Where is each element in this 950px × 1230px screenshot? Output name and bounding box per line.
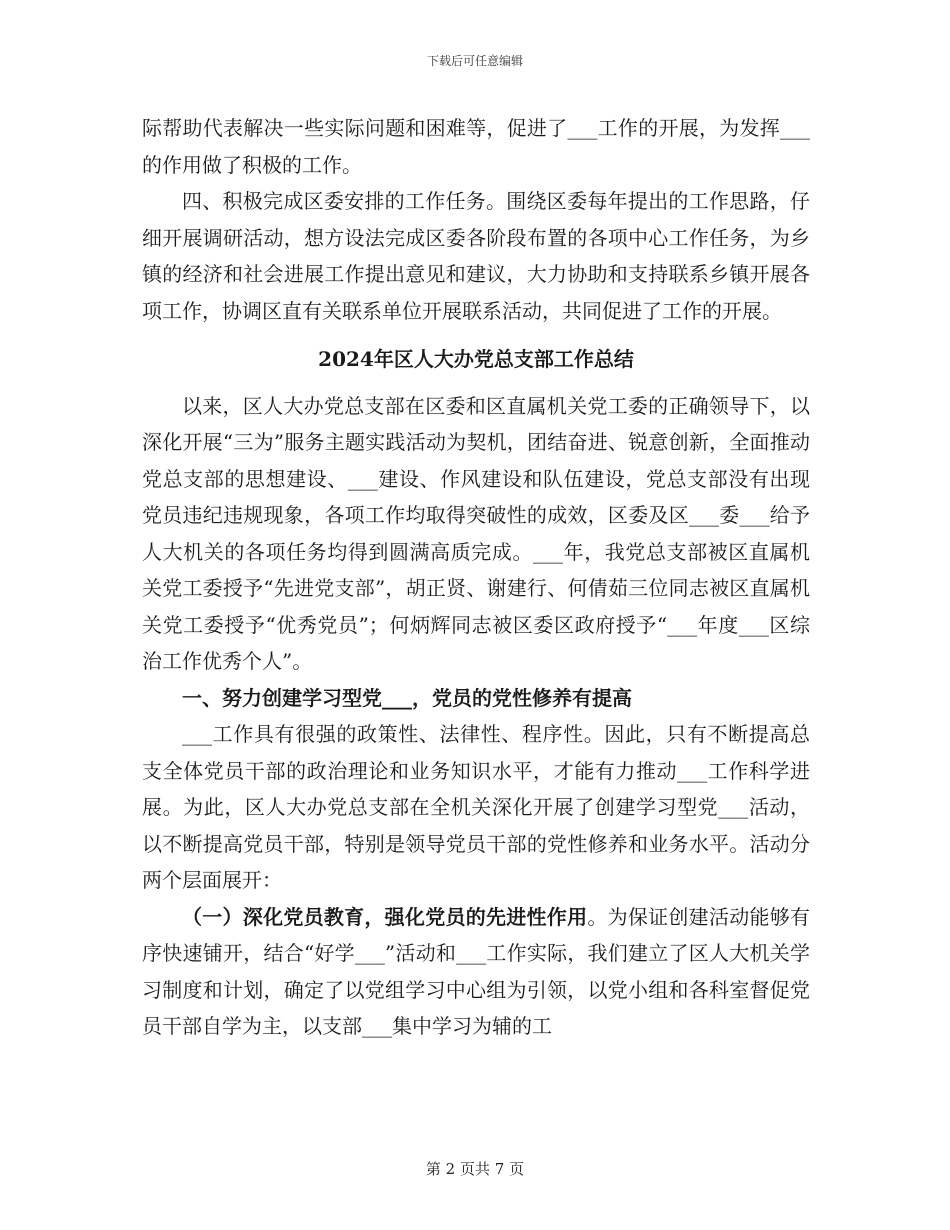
header-note: 下载后可任意编辑: [426, 54, 523, 68]
document-title: 2024年区人大办党总支部工作总结: [318, 347, 634, 371]
paragraph-section-one: ___工作具有很强的政策性、法律性、程序性。因此，只有不断提高总支全体党员干部的政治理论和业务知识水平，才能有力推动___工作科学进展。为此，区人大办党总支部在全机关深化开展了创建学习型党___活动，以不断提高党员干部，特别是领导党员干部的党性修养和业务水平。活动分两个层面展开：: [142, 722, 810, 892]
paragraph-intro: 以来，区人大办党总支部在区委和区直属机关党工委的正确领导下，以深化开展“三为”服务主题实践活动为契机，团结奋进、锐意创新，全面推动党总支部的思想建设、___建设、作风建设和队伍建设，党总支部没有出现党员违纪违规现象，各项工作均取得突破性的成效，区委及区___委___给予人大机关的各项任务均得到圆满高质完成。___年，我党总支部被区直属机关党工委授予“先进党支部”，胡正贤、谢建行、何倩茹三位同志被区直属机关党工委授予“优秀党员”；何炳辉同志被区委区政府授予“___年度___区综治工作优秀个人”。: [142, 393, 810, 673]
section-heading-one: 一、努力创建学习型党___，党员的党性修养有提高: [182, 685, 632, 710]
subsection-heading: （一）深化党员教育，强化党员的先进性作用: [182, 904, 588, 929]
paragraph-section-four: 四、积极完成区委安排的工作任务。围绕区委每年提出的工作思路，仔细开展调研活动，想方设法完成区委各阶段布置的各项中心工作任务，为乡镇的经济和社会进展工作提出意见和建议，大力协助和支持联系乡镇开展各项工作，协调区直有关联系单位开展联系活动，共同促进了工作的开展。: [142, 189, 810, 323]
page-number: 第 2 页共 7 页: [425, 1160, 525, 1178]
paragraph-subsection-one: [142, 899, 810, 1045]
paragraph-continuation: 际帮助代表解决一些实际问题和困难等，促进了___工作的开展，为发挥___的作用做了积极的工作。: [142, 116, 810, 177]
document-body: [142, 110, 810, 1045]
subsection-text: 。为保证创建活动能够有序快速铺开，结合“好学___”活动和___工作实际，我们建立了区人大机关学习制度和计划，确定了以党组学习中心组为引领，以党小组和各科室督促党员干部自学为主，以支部___集中学习为辅的工: [142, 904, 811, 1038]
